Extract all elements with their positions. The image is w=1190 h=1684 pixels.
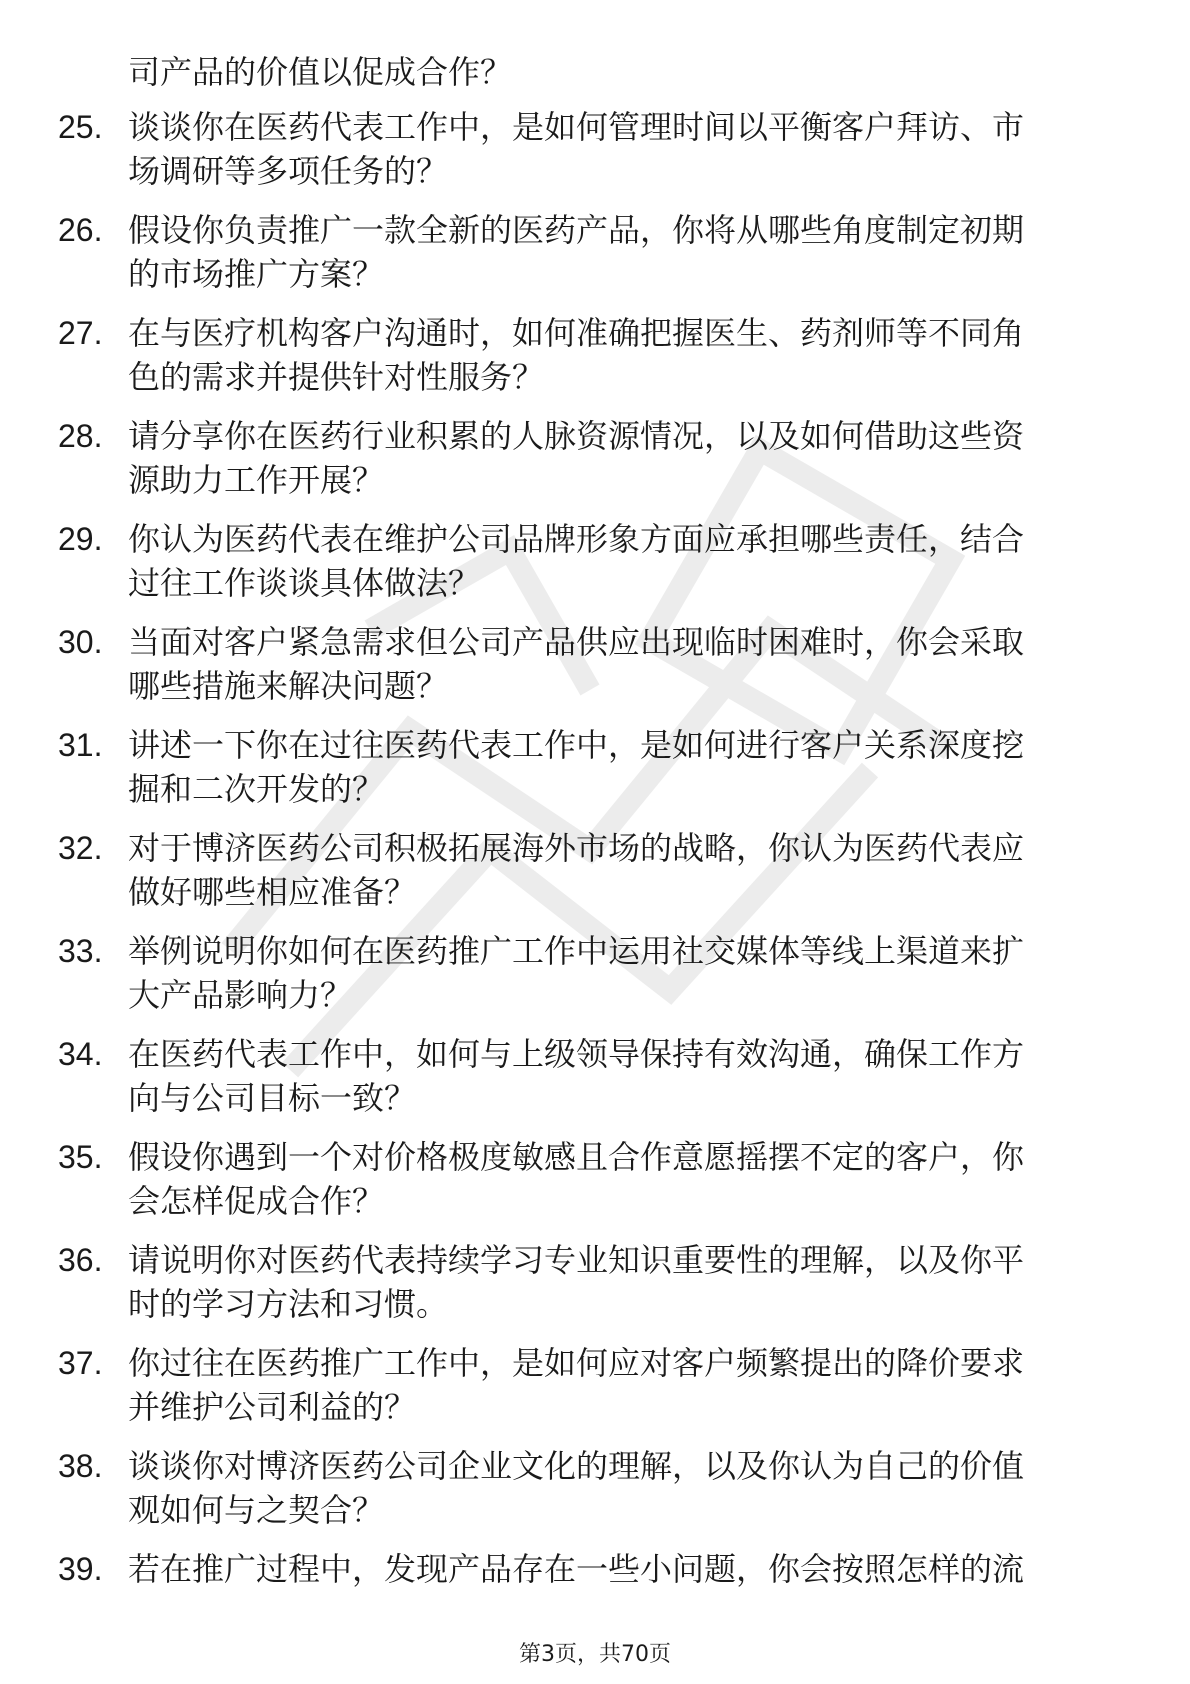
question-text-line: 请说明你对医药代表持续学习专业知识重要性的理解，以及你平 (128, 1241, 1025, 1279)
page-number-footer: 第3页，共70页 (519, 1642, 671, 1667)
question-number: 25. (58, 109, 103, 145)
list-item (0, 1032, 1190, 1135)
question-text-line: 掘和二次开发的？ (128, 770, 385, 808)
question-text-line: 的市场推广方案？ (128, 255, 385, 293)
question-text-line: 过往工作谈谈具体做法？ (128, 564, 481, 602)
list-item (0, 311, 1190, 414)
question-number: 35. (58, 1139, 103, 1175)
question-text-line: 源助力工作开展？ (128, 461, 385, 499)
question-text-line: 色的需求并提供针对性服务？ (128, 358, 545, 396)
list-item (0, 1135, 1190, 1238)
question-text-line: 当面对客户紧急需求但公司产品供应出现临时困难时，你会采取 (128, 623, 1025, 661)
question-number: 34. (58, 1036, 103, 1072)
question-text-line: 时的学习方法和习惯。 (128, 1285, 449, 1323)
question-text-line: 观如何与之契合？ (128, 1491, 385, 1529)
question-number: 26. (58, 212, 103, 248)
question-text-line: 会怎样促成合作？ (128, 1182, 385, 1220)
question-text-line: 大产品影响力？ (128, 976, 353, 1014)
question-number: 27. (58, 315, 103, 351)
question-text-line: 在医药代表工作中，如何与上级领导保持有效沟通，确保工作方 (128, 1035, 1025, 1073)
list-item (0, 105, 1190, 208)
list-item (0, 208, 1190, 311)
question-number: 31. (58, 727, 103, 763)
question-number: 28. (58, 418, 103, 454)
question-text-line: 向与公司目标一致？ (128, 1079, 417, 1117)
question-number: 39. (58, 1551, 103, 1587)
question-number: 38. (58, 1448, 103, 1484)
question-text-line: 谈谈你对博济医药公司企业文化的理解，以及你认为自己的价值 (128, 1447, 1025, 1485)
question-text-line: 请分享你在医药行业积累的人脉资源情况，以及如何借助这些资 (128, 417, 1025, 455)
question-text-line: 若在推广过程中，发现产品存在一些小问题，你会按照怎样的流 (128, 1550, 1025, 1588)
question-number: 37. (58, 1345, 103, 1381)
question-number: 32. (58, 830, 103, 866)
question-text-line: 谈谈你在医药代表工作中，是如何管理时间以平衡客户拜访、市 (128, 108, 1025, 146)
question-text-line: 场调研等多项任务的？ (128, 152, 449, 190)
list-item (0, 826, 1190, 929)
question-text-line: 假设你负责推广一款全新的医药产品，你将从哪些角度制定初期 (128, 211, 1025, 249)
question-text-line: 对于博济医药公司积极拓展海外市场的战略，你认为医药代表应 (128, 829, 1025, 867)
list-item (0, 1341, 1190, 1444)
question-text-line: 做好哪些相应准备？ (128, 873, 417, 911)
question-text-line: 并维护公司利益的？ (128, 1388, 417, 1426)
list-item (0, 929, 1190, 1032)
continuation-text: 司产品的价值以促成合作？ (128, 53, 513, 91)
question-number: 29. (58, 521, 103, 557)
list-item (0, 1547, 1190, 1650)
list-item (0, 1444, 1190, 1547)
question-list (0, 105, 1190, 1650)
question-number: 36. (58, 1242, 103, 1278)
question-text-line: 哪些措施来解决问题？ (128, 667, 449, 705)
list-item (0, 414, 1190, 517)
list-item (0, 723, 1190, 826)
list-item (0, 620, 1190, 723)
question-text-line: 举例说明你如何在医药推广工作中运用社交媒体等线上渠道来扩 (128, 932, 1025, 970)
list-item (0, 1238, 1190, 1341)
question-number: 33. (58, 933, 103, 969)
question-text-line: 你过往在医药推广工作中，是如何应对客户频繁提出的降价要求 (128, 1344, 1025, 1382)
list-item (0, 517, 1190, 620)
question-text-line: 在与医疗机构客户沟通时，如何准确把握医生、药剂师等不同角 (128, 314, 1025, 352)
question-text-line: 讲述一下你在过往医药代表工作中，是如何进行客户关系深度挖 (128, 726, 1025, 764)
question-text-line: 假设你遇到一个对价格极度敏感且合作意愿摇摆不定的客户，你 (128, 1138, 1025, 1176)
question-number: 30. (58, 624, 103, 660)
question-text-line: 你认为医药代表在维护公司品牌形象方面应承担哪些责任，结合 (128, 520, 1025, 558)
